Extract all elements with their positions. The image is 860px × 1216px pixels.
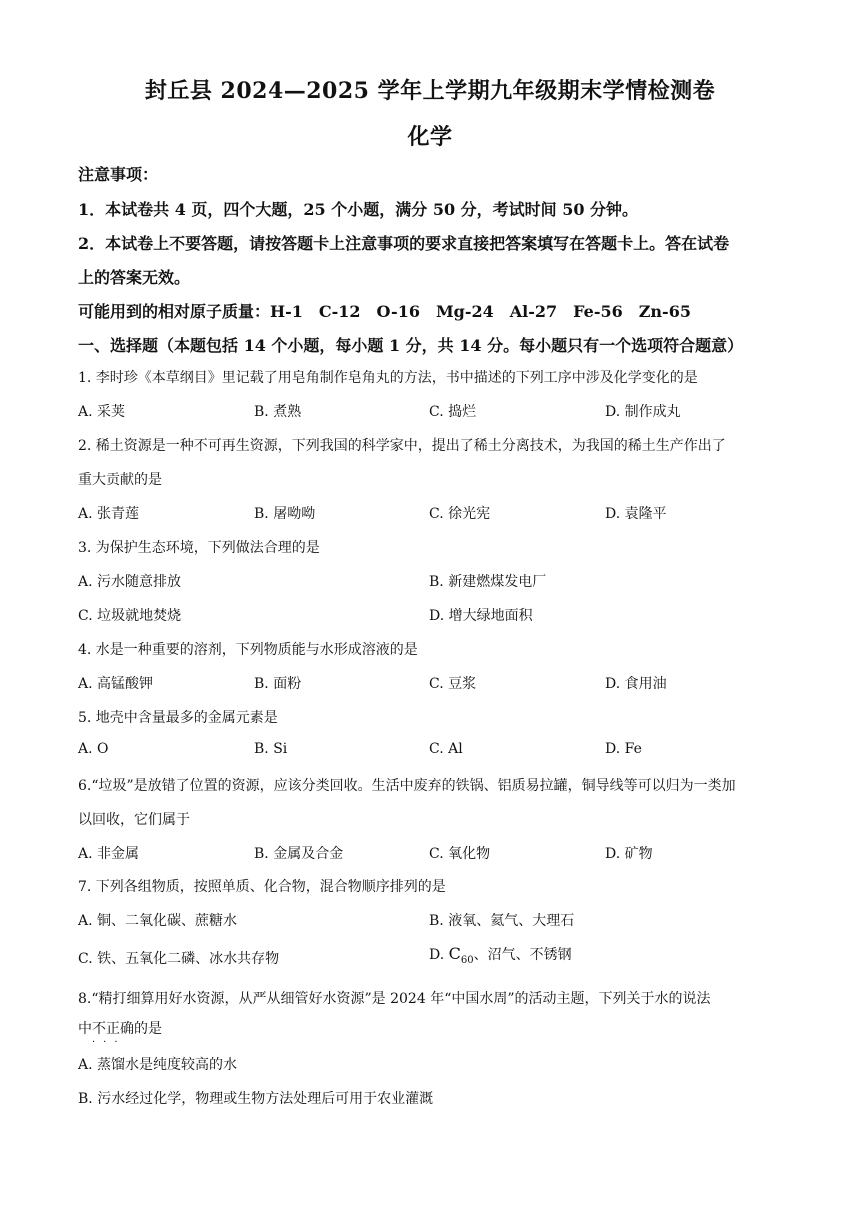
question-5-option-a: A. O xyxy=(78,741,109,757)
emphasis-dots: ··· xyxy=(92,1037,126,1048)
question-1-option-d: D. 制作成丸 xyxy=(605,404,681,420)
emphasis-not-correct xyxy=(92,1021,134,1048)
question-1-stem: 1. 李时珍《本草纲目》里记载了用皂角制作皂角丸的方法，书中描述的下列工序中涉及化学变化的是 xyxy=(78,370,698,386)
notice-heading: 注意事项： xyxy=(78,165,159,184)
question-4-option-b: B. 面粉 xyxy=(254,676,302,692)
question-7-option-a: A. 铜、二氧化碳、蔗糖水 xyxy=(78,913,238,929)
question-4-option-c: C. 豆浆 xyxy=(429,676,477,692)
question-2-stem-line-1: 2. 稀土资源是一种不可再生资源，下列我国的科学家中，提出了稀土分离技术，为我国的稀土生产作出了 xyxy=(78,438,726,454)
question-4-option-d: D. 食用油 xyxy=(605,676,667,692)
c60-formula: C xyxy=(448,944,461,963)
question-8-option-a: A. 蒸馏水是纯度较高的水 xyxy=(78,1057,238,1073)
question-6-option-d: D. 矿物 xyxy=(605,846,653,862)
question-8-stem-suffix: 的是 xyxy=(134,1021,162,1037)
question-2-option-b: B. 屠呦呦 xyxy=(254,506,316,522)
question-2-option-a: A. 张青莲 xyxy=(78,506,140,522)
question-7-option-c: C. 铁、五氧化二磷、冰水共存物 xyxy=(78,951,280,967)
question-1-option-a: A. 采荚 xyxy=(78,404,126,420)
question-3-option-a: A. 污水随意排放 xyxy=(78,574,182,590)
question-6-option-c: C. 氧化物 xyxy=(429,846,491,862)
question-5-stem: 5. 地壳中含量最多的金属元素是 xyxy=(78,710,278,726)
question-6-option-b: B. 金属及合金 xyxy=(254,846,344,862)
atomic-masses: 可能用到的相对原子质量：H-1 C-12 O-16 Mg-24 Al-27 Fe-56 Zn-65 xyxy=(78,302,691,321)
question-8-option-b: B. 污水经过化学，物理或生物方法处理后可用于农业灌溉 xyxy=(78,1091,434,1107)
question-3-stem: 3. 为保护生态环境，下列做法合理的是 xyxy=(78,540,320,556)
question-1-option-c: C. 捣烂 xyxy=(429,404,477,420)
notice-item-2-line-1: 2．本试卷上不要答题，请按答题卡上注意事项的要求直接把答案填写在答题卡上。答在试卷 xyxy=(78,234,730,253)
question-4-stem: 4. 水是一种重要的溶剂，下列物质能与水形成溶液的是 xyxy=(78,642,418,658)
question-8-stem-line-1: 8.“精打细算用好水资源，从严从细管好水资源”是 2024 年“中国水周”的活动主题，下列关于水的说法 xyxy=(78,991,711,1007)
question-4-option-a: A. 高锰酸钾 xyxy=(78,676,154,692)
question-7-stem: 7. 下列各组物质，按照单质、化合物，混合物顺序排列的是 xyxy=(78,879,446,895)
question-5-option-d: D. Fe xyxy=(605,741,642,757)
question-7-option-b: B. 液氧、氦气、大理石 xyxy=(429,913,575,929)
section-1-heading: 一、选择题（本题包括 14 个小题，每小题 1 分，共 14 分。每小题只有一个选项符合题意） xyxy=(78,336,744,355)
question-2-stem-line-2: 重大贡献的是 xyxy=(78,472,162,488)
question-3-option-d: D. 增大绿地面积 xyxy=(429,608,533,624)
question-5-option-c: C. Al xyxy=(429,741,463,757)
question-5-option-b: B. Si xyxy=(254,741,288,757)
question-3-option-b: B. 新建燃煤发电厂 xyxy=(429,574,547,590)
exam-subject: 化学 xyxy=(407,124,453,150)
question-7-option-d-letter: D. xyxy=(429,947,449,963)
notice-item-1: 1．本试卷共 4 页，四个大题，25 个小题，满分 50 分，考试时间 50 分钟。 xyxy=(78,200,639,219)
question-2-option-c: C. 徐光宪 xyxy=(429,506,491,522)
question-7-option-d xyxy=(429,944,572,966)
question-3-option-c: C. 垃圾就地焚烧 xyxy=(78,608,182,624)
question-1-option-b: B. 煮熟 xyxy=(254,404,302,420)
question-6-option-a: A. 非金属 xyxy=(78,846,140,862)
notice-item-2-line-2: 上的答案无效。 xyxy=(78,268,191,287)
question-2-option-d: D. 袁隆平 xyxy=(605,506,667,522)
question-8-stem-line-2 xyxy=(78,1018,162,1048)
exam-title: 封丘县 2024—2025 学年上学期九年级期末学情检测卷 xyxy=(144,78,716,104)
question-7-option-d-rest: 、沼气、不锈钢 xyxy=(473,947,572,963)
c60-subscript: 60 xyxy=(460,954,474,966)
emphasis-text: 不正确 xyxy=(92,1021,134,1037)
question-6-stem-line-1: 6.“垃圾”是放错了位置的资源，应该分类回收。生活中废弃的铁锅、铝质易拉罐，铜导线等可以归为一类加 xyxy=(78,778,736,794)
question-6-stem-line-2: 以回收，它们属于 xyxy=(78,812,190,828)
question-8-stem-prefix: 中 xyxy=(78,1021,92,1037)
